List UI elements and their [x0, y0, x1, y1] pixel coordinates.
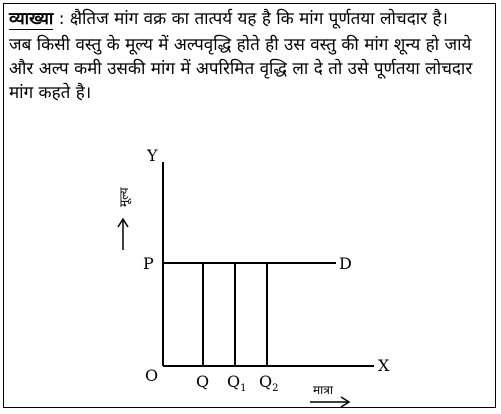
definition-text: क्षैतिज मांग वक्र का तात्पर्य यह है कि मांग पूर्णतया लोचदार है। — [69, 9, 448, 29]
quantity-right-arrow-icon — [310, 397, 349, 407]
price-axis-title: मूल्य — [117, 187, 131, 207]
label-separator: : — [53, 9, 70, 29]
quantity-label-q2 — [259, 372, 279, 394]
origin-label: O — [145, 366, 159, 385]
quantity-label-q1 — [227, 372, 247, 394]
explanation-label: व्याख्या — [9, 9, 54, 29]
quantity-axis-title: मात्रा — [313, 383, 334, 397]
quantity-q-base: Q — [196, 372, 210, 391]
quantity-label-q — [196, 372, 209, 391]
x-axis-label: X — [378, 356, 390, 375]
quantity-q1-base: Q — [227, 372, 241, 391]
paragraph-description: जब किसी वस्तु के मूल्य में अल्पवृद्धि होते ही उस वस्तु की मांग शून्य हो जाये और अल्प कमी उसकी मांग में अपरिमित वृद्धि ला दे तो उसे पूर्णतया लोचदार मांग कहते है। — [9, 35, 473, 103]
price-up-arrow-icon — [118, 219, 128, 250]
quantity-q2-base: Q — [259, 372, 273, 391]
price-label: P — [143, 254, 154, 273]
quantity-q2-sub: 2 — [272, 383, 279, 394]
curve-label: D — [339, 254, 352, 273]
quantity-q1-sub: 1 — [240, 383, 247, 394]
y-axis-label: Y — [147, 146, 158, 165]
